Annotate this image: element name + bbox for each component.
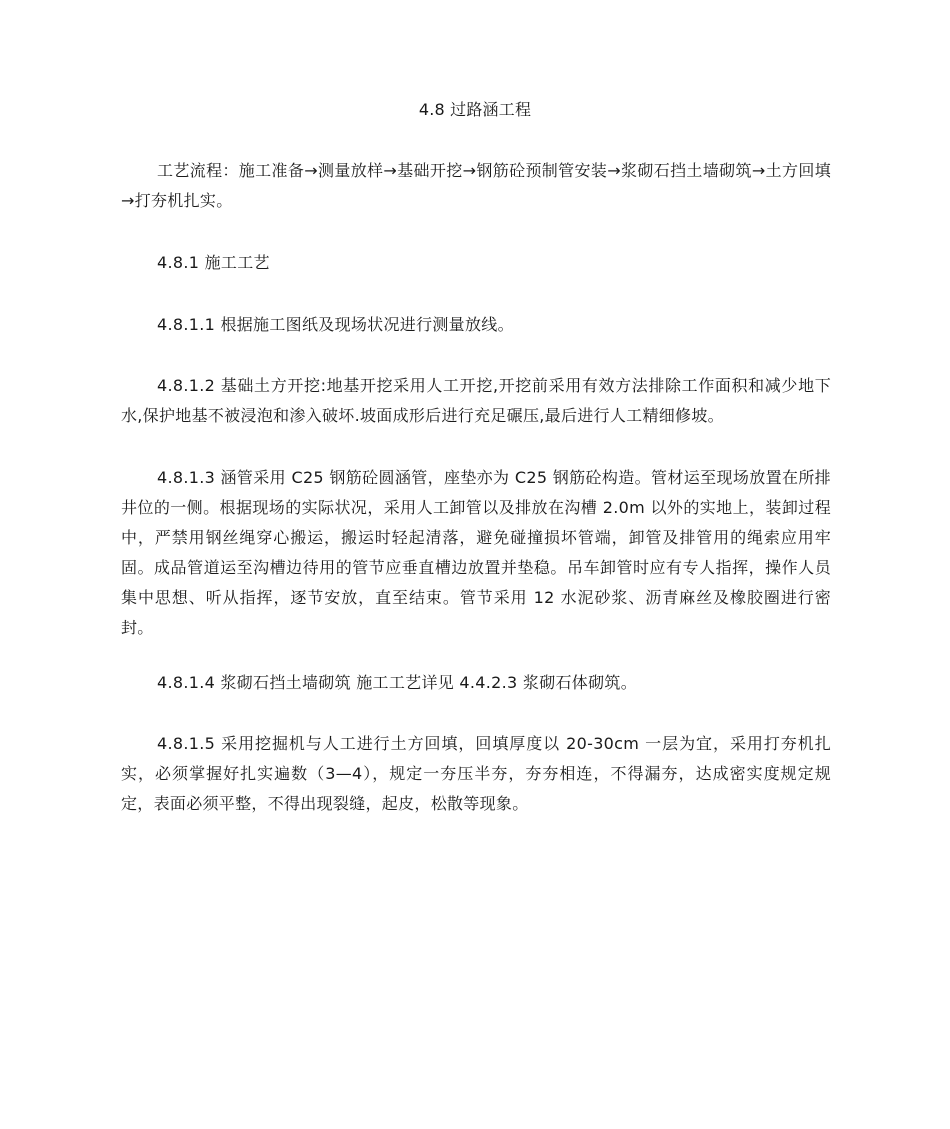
- paragraph-culvert-pipe: 4.8.1.3 涵管采用 C25 钢筋砼圆涵管，座垫亦为 C25 钢筋砼构造。管材运至现场放置在所排井位的一侧。根据现场的实际状况，采用人工卸管以及排放在沟槽 2.0m 以外的实地上，装卸过程中，严禁用钢丝绳穿心搬运，搬运时轻起清落，避免碰撞损坏管端，卸管及排管用的绳索应用牢固。成品管道运至沟槽边待用的管节应垂直槽边放置并垫稳。吊车卸管时应有专人指挥，操作人员集中思想、听从指挥，逐节安放，直至结束。管节采用 12 水泥砂浆、沥青麻丝及橡胶圈进行密封。: [121, 468, 831, 637]
- paragraph-survey: 4.8.1.1 根据施工图纸及现场状况进行测量放线。: [157, 315, 514, 334]
- paragraph-retaining-wall: 4.8.1.4 浆砌石挡土墙砌筑 施工工艺详见 4.4.2.3 浆砌石体砌筑。: [157, 673, 637, 692]
- paragraph-backfill: 4.8.1.5 采用挖掘机与人工进行土方回填，回填厚度以 20-30cm 一层为宜，采用打夯机扎实，必须掌握好扎实遍数（3—4），规定一夯压半夯，夯夯相连，不得漏夯，达成密实度规定规定，表面必须平整，不得出现裂缝，起皮，松散等现象。: [121, 734, 831, 813]
- paragraph-process-flow: 工艺流程：施工准备→测量放样→基础开挖→钢筋砼预制管安装→浆砌石挡土墙砌筑→土方回填→打夯机扎实。: [121, 161, 831, 210]
- section-title: 4.8 过路涵工程: [418, 100, 532, 119]
- paragraph-subsection-heading: 4.8.1 施工工艺: [157, 253, 270, 272]
- paragraph-excavation: 4.8.1.2 基础土方开挖:地基开挖采用人工开挖,开挖前采用有效方法排除工作面积和减少地下水,保护地基不被浸泡和渗入破坏.坡面成形后进行充足碾压,最后进行人工精细修坡。: [121, 376, 831, 425]
